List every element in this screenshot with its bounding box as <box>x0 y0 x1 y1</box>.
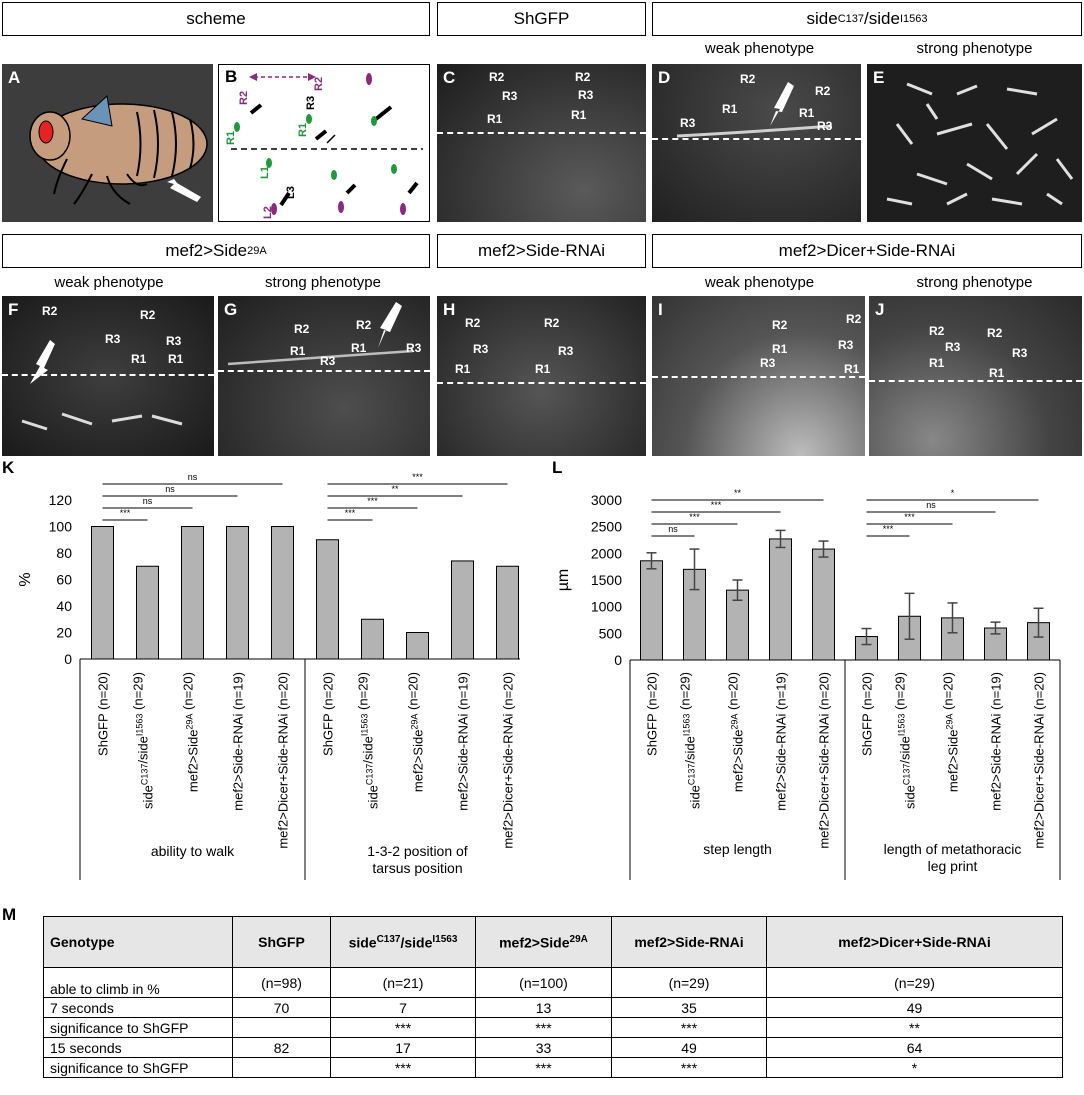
table-cell: 15 seconds <box>44 1038 233 1058</box>
leg-label-r1: R1 <box>351 341 367 355</box>
leg-label-r3: R3 <box>1012 346 1028 360</box>
category-label: mef2>Dicer+Side-RNAi (n=20) <box>816 672 832 849</box>
bar <box>137 566 159 659</box>
table-row <box>44 968 1063 998</box>
table-cell: (n=100) <box>476 968 612 998</box>
y-tick-label: 1500 <box>590 572 622 588</box>
category-label: side$^{C137}$/side$^{I1563}$ (n=29) <box>355 672 381 809</box>
leg-label-r3: R3 <box>680 116 696 130</box>
panel-j-strong-phenotype-image <box>869 296 1082 456</box>
bar <box>497 566 519 659</box>
panel-letter-g: G <box>224 300 238 319</box>
group-label: tarsus position <box>372 860 463 876</box>
panel-letter-i: I <box>658 300 663 319</box>
bar <box>770 539 792 660</box>
subheader-strong-g: strong phenotype <box>265 274 381 291</box>
category-label: mef2>Side-RNAi (n=19) <box>773 672 789 811</box>
panel-letter-k: K <box>2 458 15 477</box>
panel-letter-f: F <box>8 300 19 319</box>
group-label: ability to walk <box>150 843 235 859</box>
table-header-row <box>44 917 1063 968</box>
y-tick-label: 80 <box>56 545 72 561</box>
table-cell: 13 <box>476 998 612 1018</box>
panel-letter-e: E <box>873 68 885 87</box>
table-cell: 49 <box>767 998 1063 1018</box>
header-mef2-side-rnai: mef2>Side-RNAi <box>437 234 646 268</box>
table-cell: (n=21) <box>331 968 476 998</box>
significance-label: *** <box>367 496 378 506</box>
significance-label: * <box>950 488 955 498</box>
table-cell <box>233 1018 331 1038</box>
y-tick-label: 20 <box>56 624 72 641</box>
bar <box>227 527 249 660</box>
significance-label: *** <box>412 472 423 482</box>
bar <box>452 561 474 659</box>
leg-label-r2: R2 <box>489 70 505 84</box>
panel-letter-b: B <box>225 67 238 86</box>
leg-label-r1: R1 <box>455 362 471 376</box>
header-mef2-side29a: mef2>Side 29A <box>2 234 430 268</box>
panel-h-side-rnai-image <box>437 296 646 456</box>
arrow-icon <box>770 82 794 126</box>
category-label: side$^{C137}$/side$^{I1563}$ (n=29) <box>677 672 703 809</box>
significance-label: ns <box>142 496 153 506</box>
table-cell: 17 <box>331 1038 476 1058</box>
leg-label-r1: R1 <box>535 362 551 376</box>
leg-label-l3: L3 <box>285 186 297 199</box>
leg-label-r3: R3 <box>502 89 518 103</box>
leg-label-r2: R2 <box>294 322 310 336</box>
table-cell: 7 <box>331 998 476 1018</box>
table-cell: (n=29) <box>767 968 1063 998</box>
leg-label-r1: R1 <box>799 106 815 120</box>
table-cell: ** <box>767 1018 1063 1038</box>
leg-label-r2: R2 <box>42 304 58 318</box>
category-label: mef2>Side-RNAi (n=19) <box>988 672 1004 811</box>
table-cell: *** <box>476 1018 612 1038</box>
panel-e-strong-phenotype-image <box>867 64 1082 222</box>
significance-label: ns <box>165 484 175 494</box>
leg-label-r1: R1 <box>722 102 738 116</box>
panel-letter-h: H <box>443 300 456 319</box>
leg-label-r2: R2 <box>740 72 756 86</box>
table-header-cell: mef2>Side$^{29A}$ <box>476 917 612 968</box>
subheader-weak-f: weak phenotype <box>54 274 164 291</box>
table-cell: *** <box>612 1018 767 1038</box>
bar <box>182 527 204 660</box>
leg-label-r1: R1 <box>131 352 147 366</box>
header-scheme: scheme <box>2 2 430 36</box>
leg-label-r1: R1 <box>989 366 1005 380</box>
leg-label-r3: R3 <box>945 340 961 354</box>
significance-label: *** <box>710 500 722 510</box>
arrow-icon <box>378 302 402 348</box>
leg-label-r3: R3 <box>305 95 317 110</box>
y-tick-label: 500 <box>598 625 622 642</box>
header-shgfp: ShGFP <box>437 2 646 36</box>
footprint-diagram <box>219 65 430 222</box>
group-label: step length <box>703 841 772 857</box>
group-label: length of metathoracic <box>883 841 1022 857</box>
table-cell: able to climb in % <box>44 968 233 998</box>
bar <box>641 561 663 660</box>
table-cell: *** <box>612 1058 767 1078</box>
y-tick-label: 0 <box>614 652 622 668</box>
fly-drawing <box>2 64 213 222</box>
table-header-cell: Genotype <box>44 917 233 968</box>
bar <box>407 633 429 660</box>
significance-label: *** <box>904 512 915 522</box>
table-cell <box>233 1058 331 1078</box>
table-cell: * <box>767 1058 1063 1078</box>
table-cell: 35 <box>612 998 767 1018</box>
leg-label-r2: R2 <box>815 84 831 98</box>
leg-label-r1: R1 <box>772 342 788 356</box>
table-cell: 64 <box>767 1038 1063 1058</box>
table-cell: *** <box>476 1058 612 1078</box>
category-label: mef2>Side$^{29A}$ (n=20) <box>940 672 961 793</box>
leg-label-r3: R3 <box>817 119 833 133</box>
leg-label-r1: R1 <box>571 108 587 122</box>
table-row <box>44 1058 1063 1078</box>
leg-label-r3: R3 <box>838 338 854 352</box>
table-cell: (n=98) <box>233 968 331 998</box>
panel-b-footprint-scheme <box>218 64 430 222</box>
leg-label-r2: R2 <box>772 318 788 332</box>
y-tick-label: 100 <box>48 518 72 535</box>
y-tick-label: 2000 <box>590 545 622 562</box>
header-mef2-dicer-side-rnai: mef2>Dicer+Side-RNAi <box>652 234 1082 268</box>
leg-label-r2-left: R2 <box>238 90 250 105</box>
subheader-strong-j: strong phenotype <box>916 274 1033 291</box>
table-cell: 7 seconds <box>44 998 233 1018</box>
panel-i-weak-phenotype-image <box>652 296 865 456</box>
category-label: mef2>Side$^{29A}$ (n=20) <box>405 672 426 793</box>
table-header-cell: side$^{C137}$/side$^{I1563}$ <box>331 917 476 968</box>
leg-label-r1: R1 <box>929 356 945 370</box>
subheader-weak-i: weak phenotype <box>704 274 815 291</box>
trail-drawing <box>218 296 430 456</box>
significance-label: ns <box>926 500 936 510</box>
panel-d-weak-phenotype-image <box>652 64 861 222</box>
header-side: side C137 /side I1563 <box>652 2 1082 36</box>
category-label: mef2>Side-RNAi (n=19) <box>230 672 246 811</box>
y-tick-label: 3000 <box>590 492 622 508</box>
category-label: side$^{C137}$/side$^{I1563}$ (n=29) <box>892 672 918 809</box>
bar <box>317 540 339 659</box>
panel-g-strong-phenotype-image <box>218 296 430 456</box>
leg-label-r2: R2 <box>465 316 481 330</box>
table-cell: 82 <box>233 1038 331 1058</box>
arrow-icon <box>167 179 201 202</box>
y-tick-label: 40 <box>56 598 72 614</box>
leg-label-r3: R3 <box>473 342 489 356</box>
leg-label-r2: R2 <box>929 324 945 338</box>
table-header-cell: mef2>Dicer+Side-RNAi <box>767 917 1063 968</box>
chart-k-percent <box>0 460 520 880</box>
table-row <box>44 998 1063 1018</box>
y-axis-label: % <box>17 572 34 587</box>
category-label: mef2>Side$^{29A}$ (n=20) <box>725 672 746 793</box>
table-cell: (n=29) <box>612 968 767 998</box>
leg-label-r1: R1 <box>487 112 503 126</box>
table-cell: 33 <box>476 1038 612 1058</box>
leg-label-r2: R2 <box>846 312 862 326</box>
leg-label-r2-right: R2 <box>313 76 325 91</box>
climbing-table <box>43 916 1063 1078</box>
table-header-cell: mef2>Side-RNAi <box>612 917 767 968</box>
leg-label-r3: R3 <box>558 344 574 358</box>
category-label: ShGFP (n=20) <box>95 672 111 756</box>
y-tick-label: 60 <box>56 571 72 588</box>
category-label: mef2>Dicer+Side-RNAi (n=20) <box>500 672 516 849</box>
leg-label-r2: R2 <box>356 318 372 332</box>
table-header-cell: ShGFP <box>233 917 331 968</box>
leg-label-r2: R2 <box>140 308 156 322</box>
leg-label-r2: R2 <box>544 316 560 330</box>
bar <box>362 619 384 659</box>
category-label: mef2>Dicer+Side-RNAi (n=20) <box>1031 672 1047 849</box>
bar <box>813 549 835 660</box>
category-label: ShGFP (n=20) <box>320 672 336 756</box>
significance-label: *** <box>882 524 894 534</box>
significance-label: ns <box>668 524 678 534</box>
leg-label-r1: R1 <box>290 344 306 358</box>
bar <box>272 527 294 660</box>
bar <box>92 527 114 660</box>
y-tick-label: 1000 <box>590 598 622 615</box>
table-cell: *** <box>331 1058 476 1078</box>
leg-label-r3: R3 <box>166 334 182 348</box>
significance-label: *** <box>344 508 356 518</box>
category-label: side$^{C137}$/side$^{I1563}$ (n=29) <box>130 672 156 809</box>
subheader-weak-d: weak phenotype <box>704 40 815 57</box>
table-cell: significance to ShGFP <box>44 1058 233 1078</box>
scattered-prints <box>867 64 1082 222</box>
leg-label-r1: R1 <box>168 352 184 366</box>
significance-label: ns <box>187 472 198 482</box>
y-axis-label: µm <box>555 568 572 592</box>
group-label: leg print <box>927 858 978 874</box>
leg-label-r3: R3 <box>406 341 422 355</box>
subheader-strong-e: strong phenotype <box>916 40 1033 57</box>
y-tick-label: 2500 <box>590 518 622 535</box>
table-cell: 49 <box>612 1038 767 1058</box>
leg-label-r3: R3 <box>760 356 776 370</box>
arrow-overlay <box>2 296 214 456</box>
leg-label-r1-right: R1 <box>297 122 309 137</box>
panel-letter-c: C <box>443 68 456 87</box>
panel-c-shgfp-image <box>437 64 646 222</box>
panel-letter-l: L <box>552 458 563 477</box>
chart-l-micrometers <box>552 460 1082 880</box>
significance-label: *** <box>119 508 131 518</box>
category-label: mef2>Side$^{29A}$ (n=20) <box>180 672 201 793</box>
category-label: mef2>Dicer+Side-RNAi (n=20) <box>275 672 291 849</box>
table-cell: *** <box>331 1018 476 1038</box>
table-row <box>44 1038 1063 1058</box>
group-label: 1-3-2 position of <box>367 843 468 859</box>
leg-label-r3: R3 <box>320 354 336 368</box>
significance-label: ** <box>733 488 742 498</box>
leg-label-l1: L1 <box>259 166 271 179</box>
y-tick-label: 120 <box>48 492 72 508</box>
y-tick-label: 0 <box>64 651 72 667</box>
arrow-icon <box>30 340 55 384</box>
panel-letter-a: A <box>8 68 21 87</box>
panel-f-weak-phenotype-image <box>2 296 214 456</box>
leg-label-r2: R2 <box>987 326 1003 340</box>
leg-label-r3: R3 <box>105 332 121 346</box>
panel-letter-d: D <box>658 68 671 87</box>
leg-label-r1-left: R1 <box>225 130 237 145</box>
leg-label-r3: R3 <box>578 88 594 102</box>
significance-label: *** <box>689 512 700 522</box>
significance-label: ** <box>391 484 399 494</box>
leg-label-r1: R1 <box>844 362 860 376</box>
table-cell: significance to ShGFP <box>44 1018 233 1038</box>
leg-label-l2: L2 <box>262 206 274 219</box>
category-label: ShGFP (n=20) <box>644 672 660 756</box>
table-row <box>44 1018 1063 1038</box>
panel-letter-m: M <box>2 905 17 924</box>
panel-a-fly-scheme <box>2 64 213 222</box>
leg-label-r2: R2 <box>575 70 591 84</box>
category-label: mef2>Side-RNAi (n=19) <box>455 672 471 811</box>
panel-letter-j: J <box>875 300 885 319</box>
category-label: ShGFP (n=20) <box>859 672 875 756</box>
table-cell: 70 <box>233 998 331 1018</box>
